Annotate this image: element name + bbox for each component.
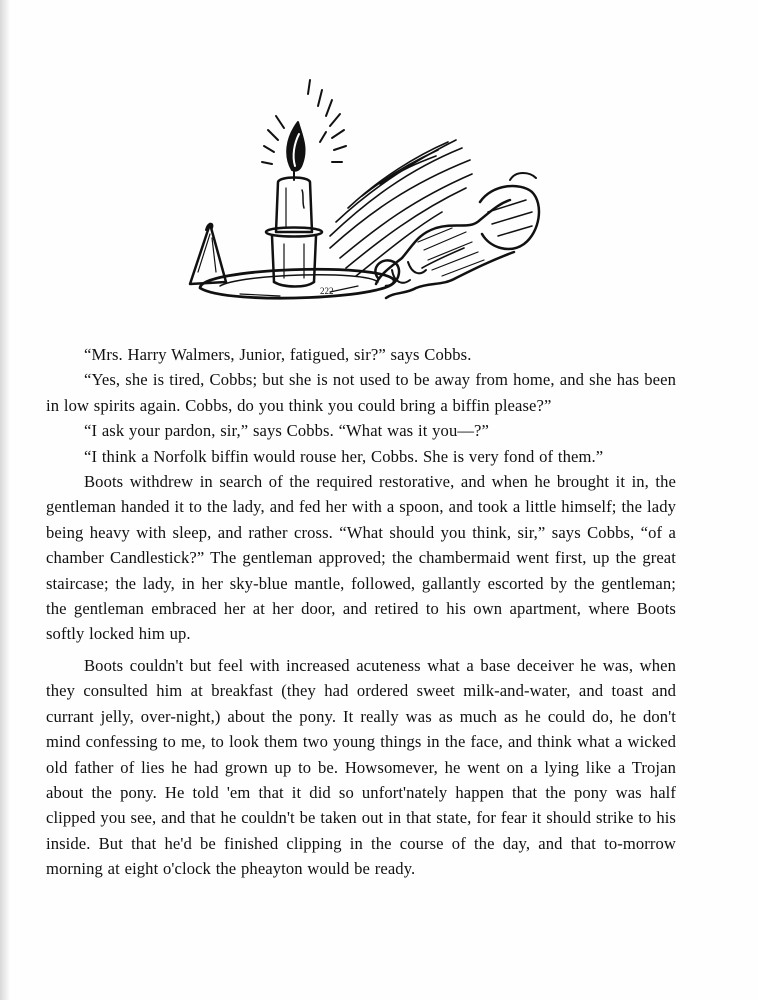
candlestick-hand-illustration (180, 72, 550, 312)
paragraph: “I ask your pardon, sir,” says Cobbs. “What was it you—?” (84, 421, 489, 441)
paragraph: “Yes, she is tired, Cobbs; but she is not used to be away from home, and she has been in low spirits again. Cobbs, do you think you could bring a biffin please?” (46, 370, 676, 415)
svg-text:222: 222 (320, 286, 334, 296)
paragraph: Boots couldn't but feel with increased acuteness what a base deceiver he was, when they consulted him at breakfast (they had ordered sweet milk-and-water, and toast and currant jelly, over-night,) about the pony. It really was as much as he could do, he don't mind confessing to me, to look them two young things in the face, and think what a wicked old father of lies he had grown up to be. Howsomever, he went on a lying like a Trojan about the pony. He told 'em that it did so unfort'nately happen that the pony was half clipped you see, and that he couldn't be taken out in that state, for fear it should strike to his inside. But that he'd be finished clipping in the course of the day, and that to-morrow morning at eight o'clock the pheayton would be ready. (46, 655, 676, 879)
page-edge-shadow (0, 0, 10, 1000)
paragraph: “I think a Norfolk biffin would rouse her, Cobbs. She is very fond of them.” (84, 446, 604, 466)
paragraph: Boots withdrew in search of the required restorative, and when he brought it in, the gentleman handed it to the lady, and fed her with a spoon, and took a little himself; the lady being heavy with sleep, and rather cross. “What should you think, sir,” says Cobbs, “of a chamber Candlestick?” The gentleman approved; the chambermaid went first, up the great staircase; the lady, in her sky-blue mantle, followed, gallantly escorted by the gentleman; the gentleman embraced her at her door, and retired to his own apartment, where Boots softly locked him up. (46, 472, 676, 644)
story-text (46, 342, 676, 882)
paragraph: “Mrs. Harry Walmers, Junior, fatigued, sir?” says Cobbs. (84, 345, 472, 364)
